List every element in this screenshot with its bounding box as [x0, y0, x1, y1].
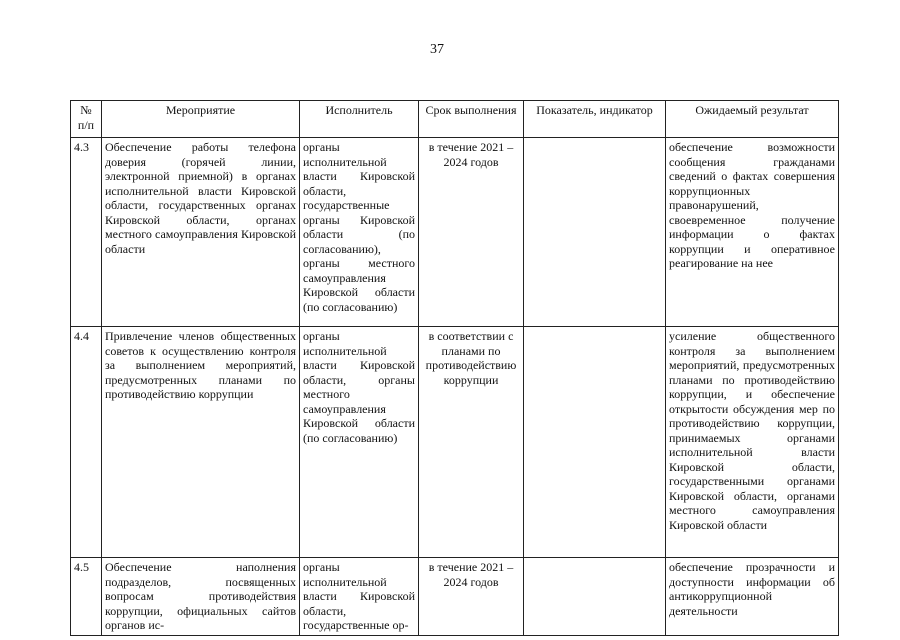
- row-num: 4.5: [71, 558, 102, 636]
- header-deadline: Срок выполнения: [419, 101, 524, 138]
- row-deadline: в течение 2021 – 2024 годов: [419, 558, 524, 636]
- table-header-row: [71, 101, 839, 138]
- row-indicator: [524, 138, 666, 327]
- table-row: [71, 558, 839, 636]
- header-indicator: Показатель, индикатор: [524, 101, 666, 138]
- row-event: Обеспечение наполнения подразделов, посвященных вопросам противодействия коррупции, официальных сайтов органов ис-: [102, 558, 300, 636]
- header-result: Ожидаемый результат: [666, 101, 839, 138]
- header-num: № п/п: [71, 101, 102, 138]
- anticorruption-plan-table: [70, 100, 839, 636]
- table-row: [71, 327, 839, 558]
- row-executor: органы исполнительной власти Кировской области, государственные ор-: [300, 558, 419, 636]
- row-indicator: [524, 327, 666, 558]
- row-result: обеспечение прозрачности и доступности информации об антикоррупционной деятельности: [666, 558, 839, 636]
- row-result: усиление общественного контроля за выполнением мероприятий, предусмотренных планами по противодействию коррупции, и обеспечение открытости обсуждения мер по противодействию коррупции, принимаемых органами исполнительной власти Кировской области, государственными органами Кировской области, органами местного самоуправления Кировской области: [666, 327, 839, 558]
- page-number: 37: [430, 42, 444, 57]
- header-event: Мероприятие: [102, 101, 300, 138]
- row-indicator: [524, 558, 666, 636]
- header-executor: Исполнитель: [300, 101, 419, 138]
- row-deadline: в течение 2021 – 2024 годов: [419, 138, 524, 327]
- row-event: Обеспечение работы телефона доверия (горячей линии, электронной приемной) в органах исполнительной власти Кировской области, государственных органах Кировской области, органах местного самоуправления Кировской области: [102, 138, 300, 327]
- row-num: 4.3: [71, 138, 102, 327]
- row-executor: органы исполнительной власти Кировской области, государственные органы Кировской области (по согласованию), органы местного самоуправления Кировской области (по согласованию): [300, 138, 419, 327]
- row-result: обеспечение возможности сообщения гражданами сведений о фактах совершения коррупционных правонарушений, своевременное получение информации о фактах коррупции и оперативное реагирование на нее: [666, 138, 839, 327]
- row-executor: органы исполнительной власти Кировской области, органы местного самоуправления Кировской области (по согласованию): [300, 327, 419, 558]
- row-deadline: в соответствии с планами по противодействию коррупции: [419, 327, 524, 558]
- row-event: Привлечение членов общественных советов к осуществлению контроля за выполнением мероприятий, предусмотренных планами по противодействию коррупции: [102, 327, 300, 558]
- table-row: [71, 138, 839, 327]
- row-num: 4.4: [71, 327, 102, 558]
